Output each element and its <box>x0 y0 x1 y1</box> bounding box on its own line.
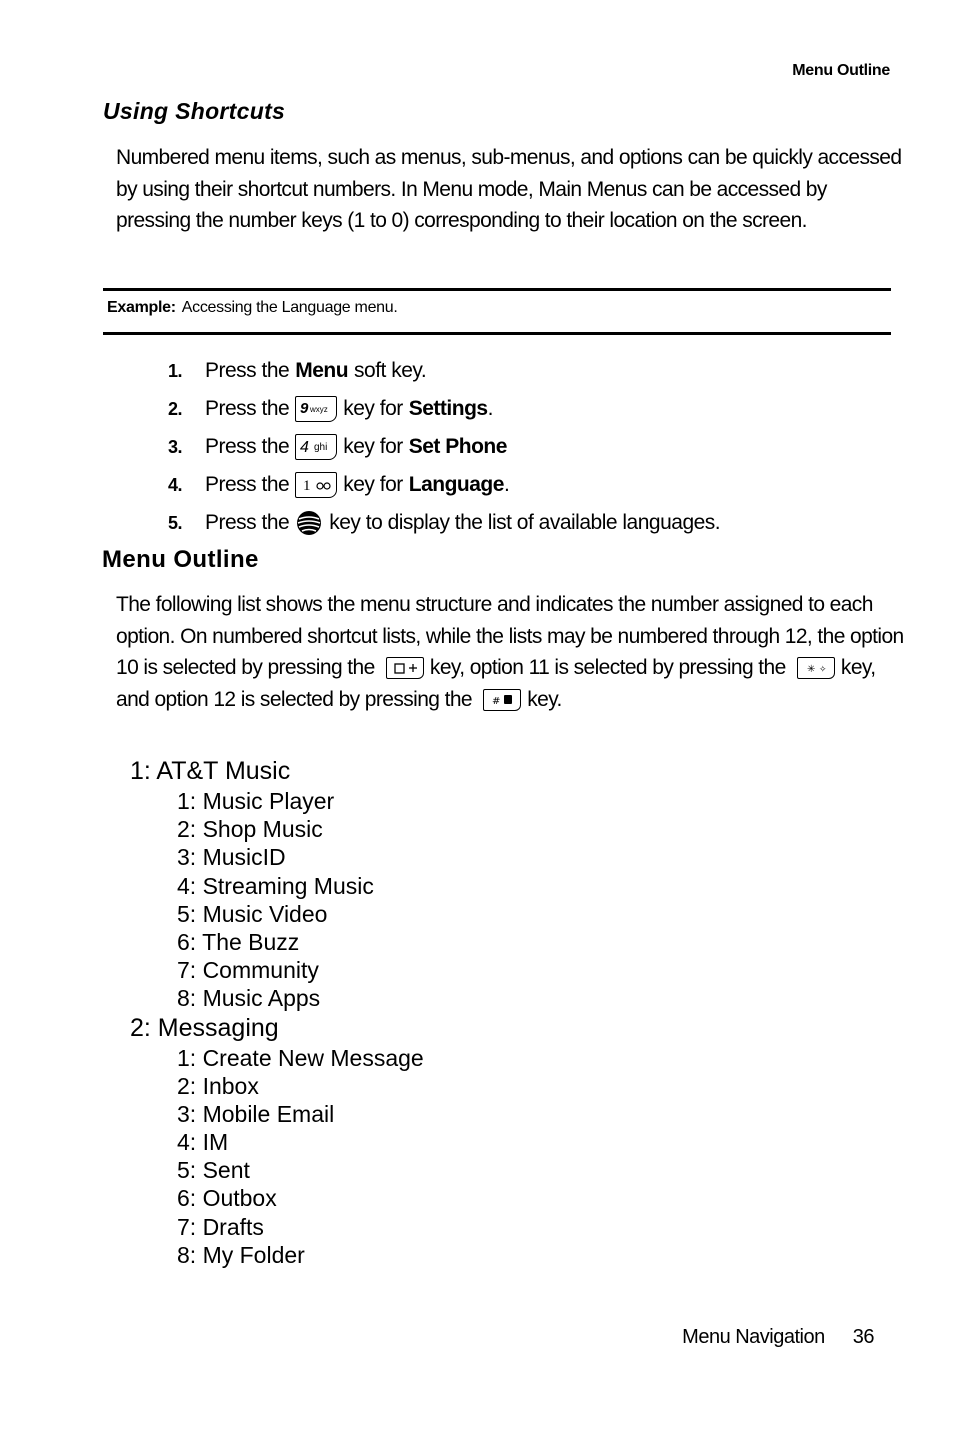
step-text: soft key. <box>354 359 427 382</box>
menu-sub-item: 4: IM <box>177 1129 229 1156</box>
svg-text:4: 4 <box>300 439 310 456</box>
step-4 <box>168 466 868 504</box>
menu-sub-item: 2: Shop Music <box>177 816 323 843</box>
menu-sub-item: 5: Sent <box>177 1157 250 1184</box>
steps-list <box>168 352 868 542</box>
menu-sub-item: 6: Outbox <box>177 1185 277 1212</box>
step-number: 3. <box>168 436 183 457</box>
menu-sub-item: 8: Music Apps <box>177 985 321 1012</box>
menu-sub-item: 6: The Buzz <box>177 928 300 955</box>
menu-sub-item: 7: Community <box>177 957 319 984</box>
svg-text:1: 1 <box>303 478 311 494</box>
step-text: key for <box>343 435 403 458</box>
step-text: Press the <box>205 359 290 382</box>
step-text: Press the <box>205 435 290 458</box>
heading-using-shortcuts: Using Shortcuts <box>103 98 286 124</box>
outline-text: The following list shows the menu structure and indicates the number assigned to each option. On numbered shortcut lists, while the lists may be numbered through 12, the option 10 is selected by pressing the <box>116 593 904 679</box>
step-5 <box>168 504 868 542</box>
menu-top-item: 1: AT&T Music <box>130 757 291 785</box>
menu-sub-item: 8: My Folder <box>177 1241 305 1268</box>
shortcuts-paragraph: Numbered menu items, such as menus, sub-menus, and options can be quickly accessed by using their shortcut numbers. In Menu mode, Main Menus can be accessed by pressing the number keys (1 to 0) corresponding to their location on the screen. <box>116 146 902 232</box>
menu-sub-item: 1: Create New Message <box>177 1044 424 1071</box>
step-bold: Set Phone <box>408 435 507 458</box>
outline-text: key, and option 12 is selected by pressing the <box>116 656 876 711</box>
step-1 <box>168 352 868 390</box>
step-text: . <box>487 397 493 420</box>
key-1-icon <box>295 472 337 498</box>
page-footer <box>600 1326 874 1349</box>
step-text: . <box>503 473 510 496</box>
step-text: key to display the list of available languages. <box>329 511 721 534</box>
menu-sub-item: 2: Inbox <box>177 1072 259 1099</box>
svg-text:#: # <box>492 695 501 707</box>
step-text: Press the <box>205 397 290 420</box>
page-number: 36 <box>852 1326 874 1348</box>
step-2 <box>168 390 868 428</box>
step-number: 2. <box>168 398 183 419</box>
heading-menu-outline: Menu Outline <box>102 546 259 573</box>
menu-sub-item: 7: Drafts <box>177 1213 264 1240</box>
key-star-icon <box>797 657 835 679</box>
menu-sub-item: 4: Streaming Music <box>177 872 374 899</box>
svg-text:✳: ✳ <box>806 664 816 676</box>
svg-text:ghi: ghi <box>314 442 328 453</box>
step-text: key for <box>343 473 403 496</box>
key-0-icon <box>386 657 424 679</box>
outline-paragraph <box>116 589 906 715</box>
menu-sub-item: 3: MusicID <box>177 844 286 871</box>
menu-top-item: 2: Messaging <box>130 1013 279 1042</box>
example-box <box>107 299 398 317</box>
step-bold: Language <box>408 473 504 496</box>
example-rule-top <box>103 288 891 291</box>
step-bold: Settings <box>408 397 488 420</box>
key-pound-icon <box>483 689 521 711</box>
outline-text: key, option 11 is selected by pressing the <box>429 656 786 679</box>
footer-section: Menu Navigation <box>682 1326 825 1348</box>
ok-globe-icon <box>295 509 323 537</box>
svg-text:9: 9 <box>300 400 309 417</box>
step-number: 5. <box>168 512 183 533</box>
svg-text:✧: ✧ <box>818 665 827 676</box>
menu-sub-item: 3: Mobile Email <box>177 1100 335 1127</box>
menu-outline-list <box>130 756 424 1269</box>
running-head: Menu Outline <box>792 62 890 79</box>
outline-text: key. <box>527 687 562 711</box>
example-rule-bottom <box>103 332 891 335</box>
step-text: key for <box>343 397 403 420</box>
step-text: Press the <box>205 473 290 496</box>
menu-sub-item: 5: Music Video <box>177 900 328 927</box>
step-text: Press the <box>205 511 290 534</box>
example-label: Example: <box>107 299 176 316</box>
step-bold: Menu <box>295 359 349 382</box>
step-number: 1. <box>168 360 183 381</box>
step-number: 4. <box>168 474 183 495</box>
svg-text:wxyz: wxyz <box>310 405 328 414</box>
step-3 <box>168 428 868 466</box>
example-text: Accessing the Language menu. <box>181 299 398 316</box>
key-4-icon <box>295 434 337 460</box>
key-9-icon <box>295 396 337 422</box>
menu-sub-item: 1: Music Player <box>177 788 335 814</box>
